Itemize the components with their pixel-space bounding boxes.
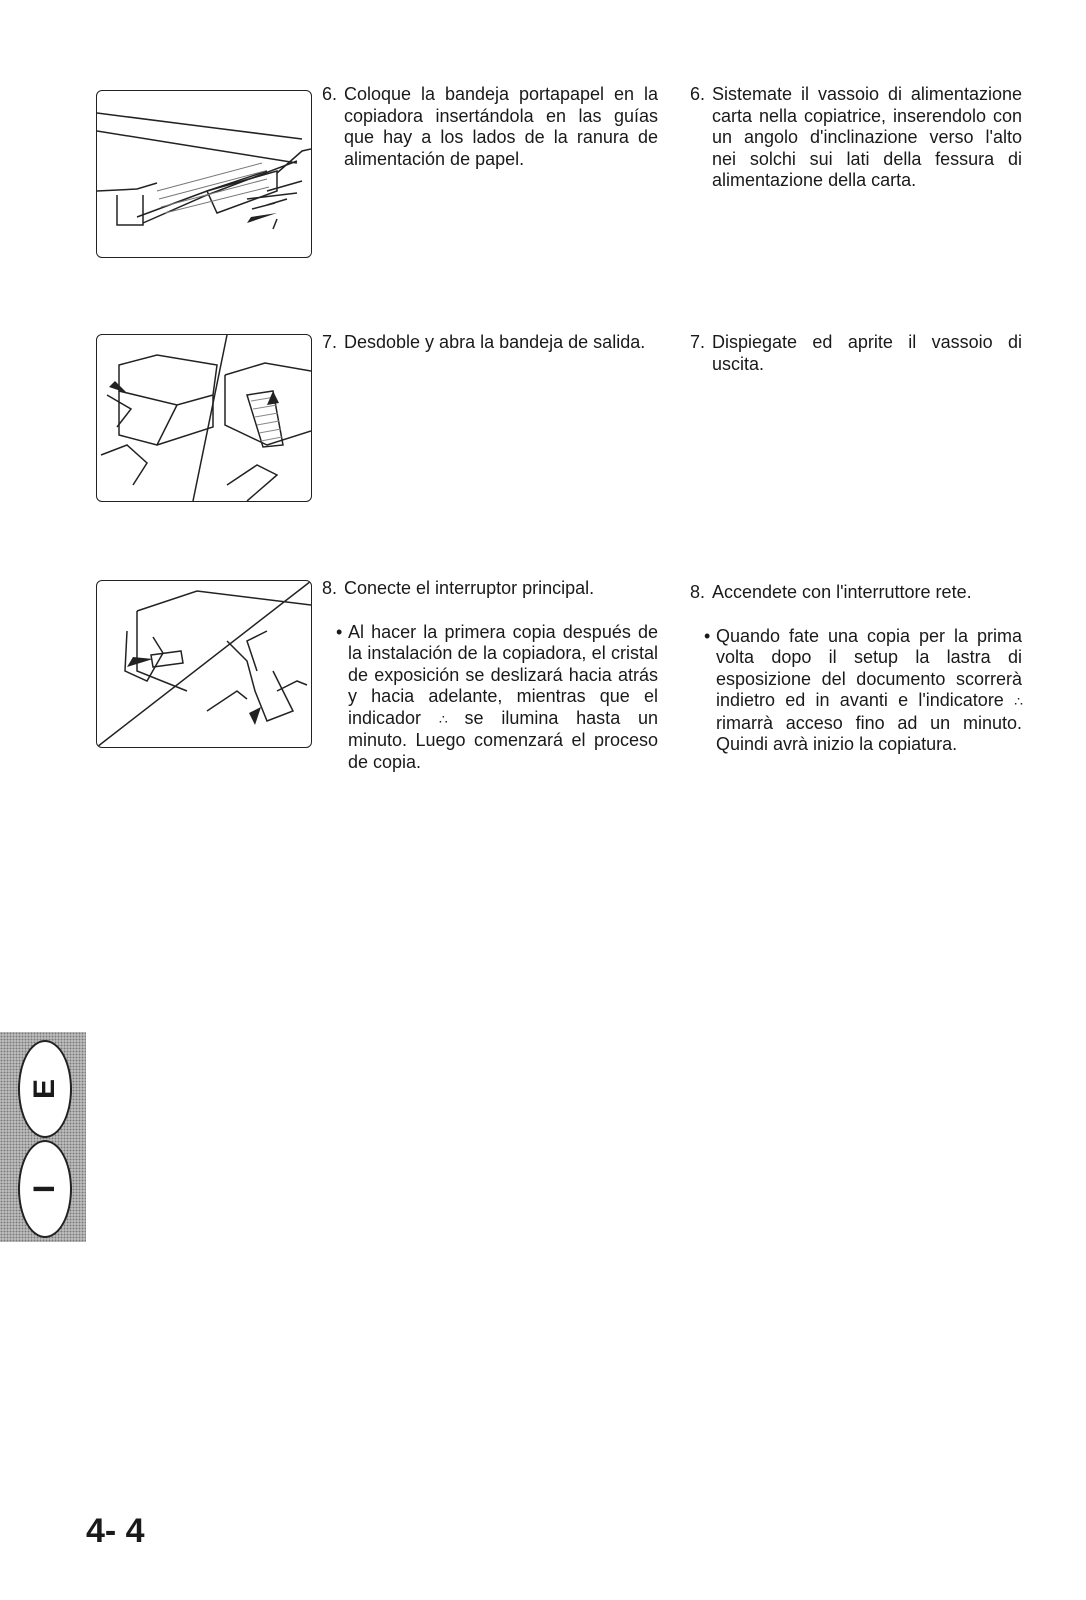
step-text: Conecte el interruptor principal. (344, 578, 595, 598)
step-text: Coloque la bandeja portapapel en la copiadora insertándola en las guías que hay a los lados de la ranura de alimentación de papel. (344, 84, 658, 169)
language-tab (0, 1032, 86, 1242)
step-8-it (690, 582, 1022, 756)
bullet-icon: • (704, 625, 711, 646)
step-number: 8. (690, 582, 706, 602)
step-number: 7. (690, 332, 706, 352)
step-6-es (322, 84, 658, 170)
step-7-it (690, 332, 1022, 375)
language-letter: I (28, 1184, 61, 1194)
note-text-start: Quando fate una copia per la prima volta dopo il setup la lastra di esposizione del documento scorrerà indietro ed in avanti e l'indicatore (716, 625, 1022, 710)
step-note (690, 626, 1022, 756)
indicator-icon: ∴ (438, 710, 447, 727)
illustration-paper-tray-insertion (96, 90, 312, 258)
step-7-es (322, 332, 658, 354)
illustration-main-switch (96, 580, 312, 748)
step-number: 6. (690, 84, 706, 104)
note-text-start: Al hacer la primera copia después de la instalación de la copiadora, el cristal de exposición se deslizará hacia atrás y hacia adelante, mientras que el indicador (348, 621, 658, 728)
step-number: 6. (322, 84, 338, 104)
step-text: Accendete con l'interruttore rete. (712, 582, 972, 602)
note-text-end: rimarrà acceso fino ad un minuto. Quindi avrà inizio la copiatura. (716, 712, 1022, 754)
step-6-it (690, 84, 1022, 192)
language-tab-e (18, 1040, 72, 1138)
step-text: Dispiegate ed aprite il vassoio di uscita. (712, 332, 1022, 374)
step-text: Sistemate il vassoio di alimentazione carta nella copiatrice, inserendolo con un angolo d'inclinazione verso l'alto nei solchi sui lati della fessura di alimentazione della carta. (712, 84, 1022, 190)
page-number: 4- 4 (86, 1512, 145, 1550)
note-text-end: se ilumina hasta un minuto. Luego comenzará el proceso de copia. (348, 707, 659, 772)
step-number: 8. (322, 578, 338, 598)
step-8-es (322, 578, 658, 773)
illustration-output-tray-unfold (96, 334, 312, 502)
step-text: Desdoble y abra la bandeja de salida. (344, 332, 646, 352)
indicator-icon: ∴ (1014, 693, 1022, 709)
step-number: 7. (322, 332, 338, 352)
language-tab-i (18, 1140, 72, 1238)
language-letter: E (27, 1078, 61, 1100)
bullet-icon: • (336, 621, 343, 642)
step-note (322, 622, 658, 774)
